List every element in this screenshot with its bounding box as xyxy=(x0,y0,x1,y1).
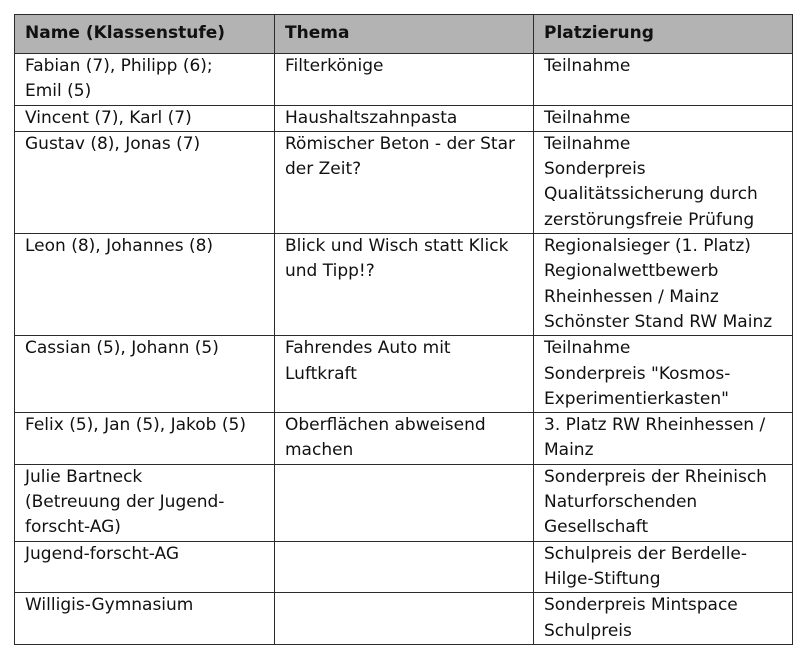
cell-text-line: zerstörungsfreie Prüfung xyxy=(544,209,755,230)
cell-text-line: und Tipp!? xyxy=(285,261,375,282)
cell-text-line: Jugend-forscht-AG xyxy=(25,543,180,564)
cell-platzierung xyxy=(534,54,793,106)
cell-text-line: Julie Bartneck xyxy=(25,466,143,487)
cell-text-line: Regionalwettbewerb xyxy=(544,261,719,282)
cell-text-line: Vincent (7), Karl (7) xyxy=(25,107,192,128)
cell-text-line: Blick und Wisch statt Klick xyxy=(285,236,509,257)
cell-platzierung xyxy=(534,105,793,131)
cell-text-line: Sonderpreis der Rheinisch xyxy=(544,466,767,487)
table-row xyxy=(15,105,793,131)
cell-text-line: Fabian (7), Philipp (6); xyxy=(25,56,213,76)
cell-platzierung xyxy=(534,464,793,541)
cell-name xyxy=(15,413,275,465)
cell-text-line: Leon (8), Johannes (8) xyxy=(25,236,214,257)
cell-text-line: Römischer Beton - der Star xyxy=(285,133,515,154)
cell-name xyxy=(15,541,275,593)
cell-text-line: (Betreuung der Jugend- xyxy=(25,492,225,513)
table-row xyxy=(15,336,793,413)
cell-text-line: Sonderpreis Mintspace xyxy=(544,595,738,616)
table-row xyxy=(15,464,793,541)
header-platzierung: Platzierung xyxy=(534,15,793,54)
cell-platzierung xyxy=(534,336,793,413)
cell-text-line: Teilnahme xyxy=(544,56,631,76)
cell-name xyxy=(15,54,275,106)
cell-text-line: Qualitätssicherung durch xyxy=(544,184,758,205)
table-row xyxy=(15,234,793,336)
cell-thema xyxy=(275,336,534,413)
cell-name xyxy=(15,131,275,233)
table-row xyxy=(15,541,793,593)
cell-name xyxy=(15,336,275,413)
table-row xyxy=(15,413,793,465)
cell-platzierung xyxy=(534,541,793,593)
cell-name xyxy=(15,464,275,541)
cell-text-line: Rheinhessen / Mainz xyxy=(544,286,719,307)
header-row xyxy=(15,15,793,54)
cell-text-line: Gesellschaft xyxy=(544,517,649,538)
cell-platzierung xyxy=(534,131,793,233)
cell-thema xyxy=(275,541,534,593)
cell-platzierung xyxy=(534,234,793,336)
cell-text-line: Regionalsieger (1. Platz) xyxy=(544,236,751,257)
cell-text-line: Hilge-Stiftung xyxy=(544,568,661,589)
cell-text-line: Felix (5), Jan (5), Jakob (5) xyxy=(25,415,246,436)
header-name: Name (Klassenstufe) xyxy=(15,15,275,54)
cell-text-line: 3. Platz RW Rheinhessen / xyxy=(544,415,766,436)
cell-text-line: Oberflächen abweisend xyxy=(285,415,486,436)
cell-text-line: Emil (5) xyxy=(25,81,92,102)
cell-text-line: Experimentierkasten" xyxy=(544,388,729,409)
table-row xyxy=(15,131,793,233)
cell-text-line: Schulpreis xyxy=(544,620,632,641)
cell-text-line: Schulpreis der Berdelle- xyxy=(544,543,748,564)
cell-thema xyxy=(275,105,534,131)
cell-thema xyxy=(275,464,534,541)
cell-text-line: machen xyxy=(285,440,354,461)
cell-text-line: Gustav (8), Jonas (7) xyxy=(25,133,201,154)
cell-text-line: Haushaltszahnpasta xyxy=(285,107,458,128)
table-row xyxy=(15,593,793,645)
table-header xyxy=(15,15,793,54)
cell-text-line: Luftkraft xyxy=(285,363,357,384)
table-body xyxy=(15,54,793,645)
cell-text-line: Teilnahme xyxy=(544,133,631,154)
cell-platzierung xyxy=(534,593,793,645)
cell-text-line: forscht-AG) xyxy=(25,517,121,538)
cell-text-line: Fahrendes Auto mit xyxy=(285,338,451,359)
results-table xyxy=(14,14,793,645)
cell-text-line: Teilnahme xyxy=(544,107,631,128)
cell-platzierung xyxy=(534,413,793,465)
cell-thema xyxy=(275,131,534,233)
cell-name xyxy=(15,105,275,131)
cell-text-line: Sonderpreis xyxy=(544,159,646,180)
cell-name xyxy=(15,234,275,336)
cell-text-line: Filterkönige xyxy=(285,56,384,76)
cell-thema xyxy=(275,54,534,106)
cell-text-line: der Zeit? xyxy=(285,159,362,180)
cell-text-line: Willigis-Gymnasium xyxy=(25,595,194,616)
header-thema: Thema xyxy=(275,15,534,54)
cell-thema xyxy=(275,593,534,645)
cell-text-line: Teilnahme xyxy=(544,338,631,359)
cell-text-line: Schönster Stand RW Mainz xyxy=(544,311,773,332)
cell-thema xyxy=(275,234,534,336)
cell-text-line: Cassian (5), Johann (5) xyxy=(25,338,219,359)
cell-text-line: Sonderpreis "Kosmos- xyxy=(544,363,731,384)
cell-thema xyxy=(275,413,534,465)
table-row xyxy=(15,54,793,106)
cell-text-line: Naturforschenden xyxy=(544,492,698,513)
cell-name xyxy=(15,593,275,645)
cell-text-line: Mainz xyxy=(544,440,594,461)
